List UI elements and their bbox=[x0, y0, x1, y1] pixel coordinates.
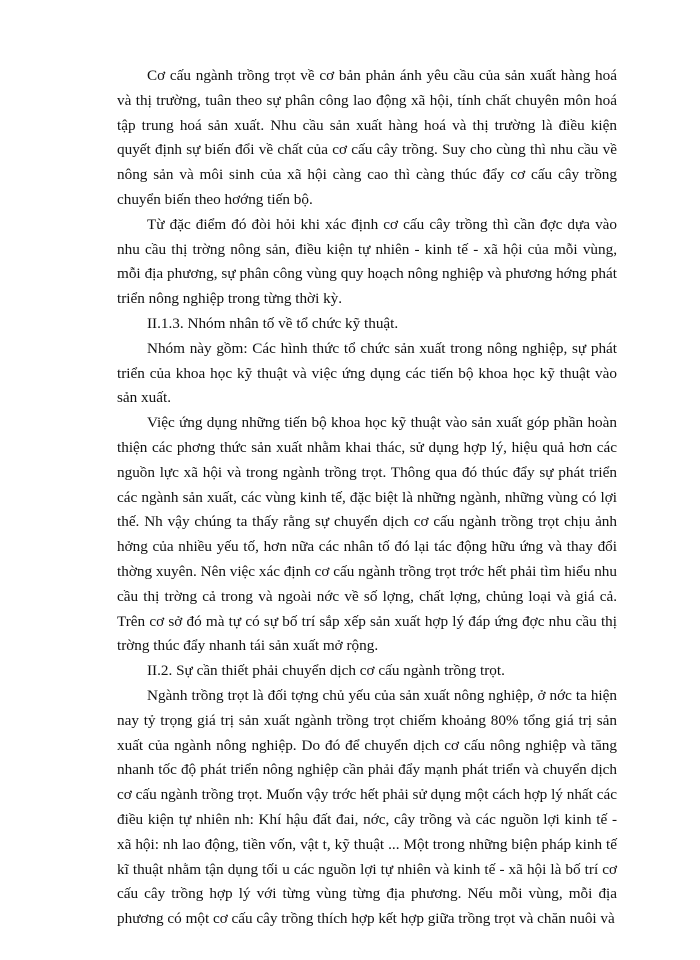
document-page bbox=[117, 64, 617, 932]
paragraph-technical-group: Nhóm này gồm: Các hình thức tổ chức sản xuất trong nông nghiệp, sự phát triển của khoa học kỹ thuật và việc ứng dụng các tiến bộ khoa học kỹ thuật vào sản xuất. bbox=[117, 339, 617, 407]
section-heading-2-1-3: II.1.3. Nhóm nhân tố về tổ chức kỹ thuật. bbox=[147, 314, 399, 332]
paragraph-technology-application: Việc ứng dụng những tiến bộ khoa học kỹ thuật vào sản xuất góp phần hoàn thiện các phơng thức sản xuất nhằm khai thác, sử dụng hợp lý, hiệu quả hơn các nguồn lực xã hội và trong ngành trồng trọt. Thông qua đó thúc đẩy sự phát triển các ngành sản xuất, các vùng kinh tế, đặc biệt là những ngành, những vùng có lợi thế. Nh vậy chúng ta thấy rằng sự chuyển dịch cơ cấu ngành trồng trọt chịu ảnh hởng của nhiều yếu tố, hơn nữa các nhân tố đó lại tác động hữu ứng và thay đổi thờng xuyên. Nên việc xác định cơ cấu ngành trồng trọt trớc hết phải tìm hiểu nhu cầu thị trờng cả trong và ngoài nớc về số lợng, chất lợng, chủng loại và giá cả. Trên cơ sở đó mà tự có sự bố trí sắp xếp sản xuất hợp lý đáp ứng đợc nhu cầu thị trờng thúc đẩy nhanh tái sản xuất mở rộng. bbox=[117, 414, 617, 655]
paragraph-crop-structure: Cơ cấu ngành trồng trọt về cơ bản phản ánh yêu cầu của sản xuất hàng hoá và thị trường, tuân theo sự phân công lao động xã hội, tính chất chuyên môn hoá tập trung hoá sản xuất. Nhu cầu sản xuất hàng hoá và thị trường là điều kiện quyết định sự biến đổi về chất của cơ cấu cây trồng. Suy cho cùng thì nhu cầu về nông sản và môi sinh của xã hội càng cao thì càng thúc đẩy cơ cấu cây trồng chuyển biến theo hơớng tiến bộ. bbox=[117, 67, 617, 208]
paragraph-market-demand: Từ đặc điểm đó đòi hỏi khi xác định cơ cấu cây trồng thì cần đợc dựa vào nhu cầu thị trờng nông sản, điều kiện tự nhiên - kinh tế - xã hội của mỗi vùng, mỗi địa phương, sự phân công vùng quy hoạch nông nghiệp và phương hớng phát triển nông nghiệp trong từng thời kỳ. bbox=[117, 215, 617, 308]
paragraph-crop-sector-role: Ngành trồng trọt là đối tợng chủ yếu của sản xuất nông nghiệp, ở nớc ta hiện nay tỷ trọng giá trị sản xuất ngành trồng trọt chiếm khoảng 80% tổng giá trị sản xuất của ngành nông nghiệp. Do đó để chuyển dịch cơ cấu nông nghiệp và tăng nhanh tốc độ phát triển nông nghiệp cần phải đẩy mạnh phát triển và chuyển dịch cơ cấu ngành trồng trọt. Muốn vậy trớc hết phải sử dụng một cách hợp lý nhất các điều kiện tự nhiên nh: Khí hậu đất đai, nớc, cây trồng và các nguồn lợi kinh tế - xã hội: nh lao động, tiền vốn, vật t, kỹ thuật ... Một trong những biện pháp kinh tế kĩ thuật nhằm tận dụng tối u các nguồn lợi tự nhiên và kinh tế - xã hội là bố trí cơ cấu cây trồng hợp lý với từng vùng từng địa phương. Nếu mỗi vùng, mỗi địa phương có một cơ cấu cây trồng thích hợp kết hợp giữa trồng trọt và chăn nuôi và bbox=[117, 686, 617, 928]
section-heading-2-2: II.2. Sự cần thiết phải chuyển dịch cơ cấu ngành trồng trọt. bbox=[147, 662, 505, 680]
